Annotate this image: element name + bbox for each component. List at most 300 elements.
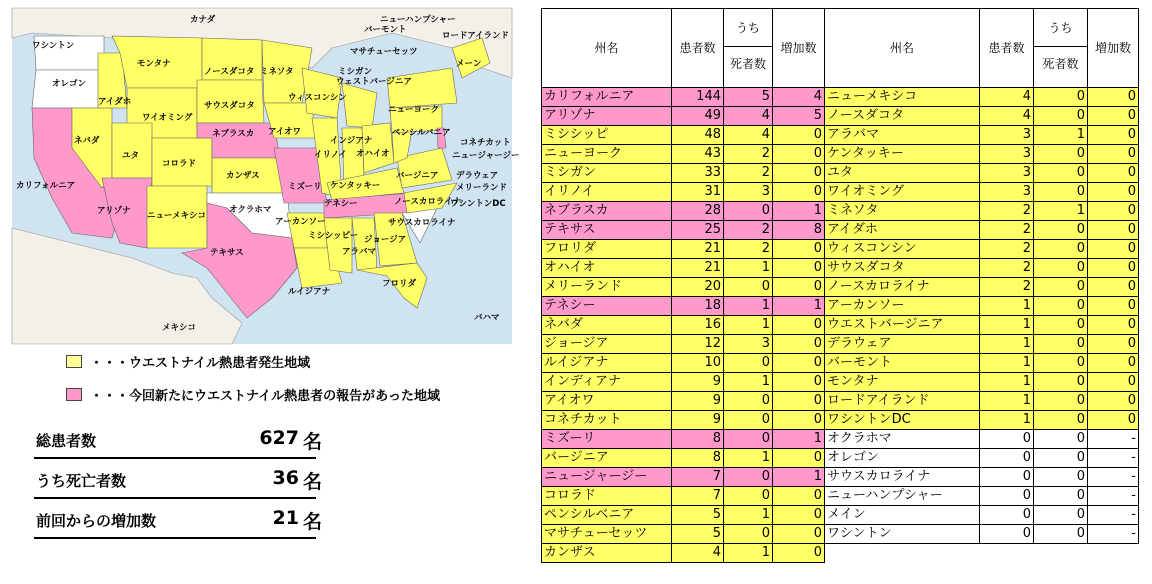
cell-patients: 31 [672,183,724,202]
cell-increase: 0 [1088,164,1139,183]
map-label-new-york: ニューヨーク [388,105,440,115]
header-deaths-divider [724,46,772,47]
cell-patients: 0 [980,430,1034,449]
cell-patients: 5 [672,525,724,544]
map-label-alabama: アラバマ [342,247,377,257]
cell-patients: 1 [980,373,1034,392]
cell-deaths: 0 [1034,88,1088,107]
cell-state: ルイジアナ [542,354,672,373]
table-row [542,221,825,240]
cases-table-right [824,8,1139,544]
map-label-new-mexico: ニューメキシコ [147,211,206,221]
cell-deaths: 0 [1034,221,1088,240]
cell-patients: 7 [672,468,724,487]
table-row [542,316,825,335]
cell-increase: 0 [773,373,825,392]
cell-increase: 0 [1088,335,1139,354]
cell-state: ニューメキシコ [825,88,980,107]
cell-deaths: 0 [1034,297,1088,316]
table-row [825,297,1139,316]
cell-deaths: 2 [724,145,773,164]
table-row [825,240,1139,259]
cell-patients: 0 [980,449,1034,468]
table-left-body [542,88,825,563]
cell-deaths: 0 [1034,468,1088,487]
cell-increase: 0 [1088,354,1139,373]
cell-state: コロラド [542,487,672,506]
cell-deaths: 1 [724,297,773,316]
header-increase: 増加数 [1088,9,1139,88]
cell-state: カンザス [542,544,672,563]
cell-patients: 1 [980,316,1034,335]
cell-state: ミシシッピ [542,126,672,145]
cell-state: ペンシルベニア [542,506,672,525]
table-row [825,392,1139,411]
map-label-tennessee: テネシー [324,199,358,209]
cell-deaths: 0 [724,202,773,221]
cell-state: ケンタッキー [825,145,980,164]
table-row [542,164,825,183]
map-label-california: カリフォルニア [16,181,76,191]
cell-patients: 0 [980,468,1034,487]
map-label-nebraska: ネブラスカ [212,129,255,139]
cell-increase: - [1088,449,1139,468]
map-label-kentucky: ケンタッキー [330,181,381,191]
cell-patients: 3 [980,126,1034,145]
cell-deaths: 4 [724,126,773,145]
header-increase: 増加数 [773,9,825,88]
summary-deaths [34,461,323,499]
cell-increase: 0 [773,278,825,297]
cell-increase: - [1088,487,1139,506]
cell-increase: - [1088,468,1139,487]
map-label-ohio: オハイオ [356,149,390,159]
cell-deaths: 1 [724,544,773,563]
cell-deaths: 0 [1034,392,1088,411]
table-row [825,373,1139,392]
table-row [542,126,825,145]
cell-state: オハイオ [542,259,672,278]
cell-patients: 4 [980,107,1034,126]
cell-state: デラウェア [825,335,980,354]
cell-deaths: 0 [1034,487,1088,506]
summary-increase-value: 21 [272,507,299,529]
cell-state: ワシントンDC [825,411,980,430]
cell-deaths: 3 [724,183,773,202]
cell-state: ノースダコタ [825,107,980,126]
cell-state: サウスカロライナ [825,468,980,487]
cell-patients: 0 [980,525,1034,544]
cell-patients: 0 [980,506,1034,525]
table-row [542,525,825,544]
map-label-michigan: ミシガン [338,67,373,77]
header-deaths-top: うち [1048,21,1073,35]
map-label-iowa: アイオワ [268,127,301,137]
cell-deaths: 0 [724,487,773,506]
cell-patients: 2 [980,202,1034,221]
cell-state: ウエストバージニア [825,316,980,335]
map-label-north-dakota: ノースダコタ [204,67,255,77]
cell-state: アーカンソー [825,297,980,316]
cell-increase: 0 [773,411,825,430]
cell-increase: 0 [1088,183,1139,202]
cell-increase: 0 [773,126,825,145]
cell-increase: 0 [773,240,825,259]
header-deaths-bottom: 死者数 [729,57,766,71]
cell-increase: 0 [773,449,825,468]
table-row [542,544,825,563]
cell-state: ニューヨーク [542,145,672,164]
map-label-connecticut: コネチカット [460,138,511,148]
cell-patients: 3 [980,145,1034,164]
table-row [825,468,1139,487]
map-label-idaho: アイダホ [98,97,132,107]
cell-deaths: 2 [724,221,773,240]
summary-deaths-unit: 名 [303,471,323,493]
cell-patients: 8 [672,449,724,468]
table-row [542,202,825,221]
cell-increase: 8 [773,221,825,240]
map-label-vermont: バーモント [364,25,407,35]
cell-deaths: 0 [1034,373,1088,392]
cell-deaths: 0 [724,468,773,487]
map-label-rhode-island: ロードアイランド [442,31,509,41]
table-row [542,259,825,278]
map-label-utah: ユタ [122,151,140,161]
cell-patients: 1 [980,297,1034,316]
map-label-south-dakota: サウスダコタ [204,101,255,111]
cell-deaths: 1 [724,449,773,468]
cell-patients: 18 [672,297,724,316]
map-label-arizona: アリゾナ [97,206,131,216]
cell-patients: 9 [672,392,724,411]
cell-increase: 0 [1088,316,1139,335]
cell-deaths: 0 [724,411,773,430]
table-row [825,183,1139,202]
cell-deaths: 0 [1034,525,1088,544]
cell-state: バージニア [542,449,672,468]
map-label-wyoming: ワイオミング [142,113,193,123]
cell-state: ワシントン [825,525,980,544]
cell-state: テネシー [542,297,672,316]
cell-increase: 0 [1088,202,1139,221]
cell-deaths: 0 [1034,335,1088,354]
cell-deaths: 0 [724,354,773,373]
table-row [825,221,1139,240]
cell-state: ミネソタ [825,202,980,221]
cell-deaths: 0 [1034,354,1088,373]
cell-deaths: 1 [1034,126,1088,145]
cell-deaths: 0 [1034,164,1088,183]
table-row [542,354,825,373]
cell-deaths: 0 [1034,449,1088,468]
cell-deaths: 1 [724,259,773,278]
cell-state: オクラホマ [825,430,980,449]
map-label-arkansas: アーカンソー [275,217,326,227]
table-row [542,411,825,430]
cell-increase: 0 [1088,145,1139,164]
cell-increase: 0 [773,354,825,373]
map-label-new-hampshire: ニューハンプシャー [380,15,456,25]
cell-patients: 4 [672,544,724,563]
summary-increase [34,501,323,539]
cell-patients: 12 [672,335,724,354]
cell-deaths: 0 [1034,145,1088,164]
table-row [825,164,1139,183]
table-row [825,202,1139,221]
summary-total-value: 627 [259,427,299,449]
cell-state: イリノイ [542,183,672,202]
table-row [542,107,825,126]
cell-patients: 2 [980,221,1034,240]
cell-state: ワイオミング [825,183,980,202]
cell-patients: 33 [672,164,724,183]
map-label-mexico: メキシコ [162,323,196,333]
cell-increase: 0 [773,164,825,183]
cell-deaths: 0 [1034,183,1088,202]
map-label-illinois: イリノイ [314,150,347,160]
header-patients: 患者数 [980,9,1034,88]
legend-yellow-swatch [66,355,82,368]
cell-increase: 0 [1088,297,1139,316]
cell-increase: 0 [773,316,825,335]
map-label-delaware: デラウェア [456,171,499,181]
table-row [825,316,1139,335]
cell-deaths: 4 [724,107,773,126]
map-label-indiana: インジアナ [330,136,373,146]
map-label-bahamas: バハマ [474,313,500,323]
table-header-row [542,9,825,88]
legend-pink-swatch [66,388,82,401]
cell-patients: 21 [672,259,724,278]
table-row [825,430,1139,449]
table-row [542,335,825,354]
cell-increase: 1 [773,202,825,221]
cell-deaths: 1 [1034,202,1088,221]
header-state: 州名 [542,9,672,88]
cell-deaths: 0 [724,392,773,411]
cell-state: インディアナ [542,373,672,392]
cell-deaths: 0 [724,430,773,449]
cell-increase: 1 [773,430,825,449]
cell-state: ジョージア [542,335,672,354]
map-label-washington: ワシントン [32,41,75,51]
cell-increase: 5 [773,107,825,126]
header-state: 州名 [825,9,980,88]
cell-state: ロードアイランド [825,392,980,411]
map-label-north-carolina: ノースカロライナ [394,197,462,207]
cell-increase: 0 [1088,392,1139,411]
cell-increase: 0 [1088,240,1139,259]
cell-increase: 0 [773,525,825,544]
table-row [542,468,825,487]
cell-patients: 1 [980,335,1034,354]
table-right-body [825,88,1139,544]
cell-patients: 10 [672,354,724,373]
cell-deaths: 0 [1034,506,1088,525]
cell-state: フロリダ [542,240,672,259]
legend-yellow-label: ・・・ウエストナイル熱患者発生地域 [90,355,311,371]
cell-state: サウスダコタ [825,259,980,278]
cell-state: ウィスコンシン [825,240,980,259]
cell-increase: 0 [1088,221,1139,240]
cell-deaths: 0 [1034,107,1088,126]
cell-deaths: 5 [724,88,773,107]
cell-patients: 2 [980,259,1034,278]
cell-increase: 4 [773,88,825,107]
cell-state: ニュージャージー [542,468,672,487]
cell-state: メイン [825,506,980,525]
cell-increase: 0 [1088,107,1139,126]
table-row [825,506,1139,525]
legend-pink [66,385,440,403]
cell-deaths: 1 [724,316,773,335]
table-row [825,126,1139,145]
table-row [825,335,1139,354]
cell-patients: 25 [672,221,724,240]
summary-total-unit: 名 [303,431,323,453]
summary-total [34,421,323,459]
cell-state: アイダホ [825,221,980,240]
table-row [542,392,825,411]
cell-patients: 9 [672,411,724,430]
map-label-maine: メーン [456,59,482,69]
summary-total-label: 総患者数 [36,432,97,450]
cell-deaths: 0 [1034,316,1088,335]
cell-increase: 0 [1088,278,1139,297]
map-label-louisiana: ルイジアナ [288,287,331,297]
table-row [825,449,1139,468]
table-row [542,506,825,525]
table-row [542,373,825,392]
cell-deaths: 0 [1034,411,1088,430]
cell-deaths: 0 [1034,430,1088,449]
cell-increase: - [1088,506,1139,525]
cell-deaths: 1 [724,373,773,392]
cell-patients: 16 [672,316,724,335]
cell-state: ネバダ [542,316,672,335]
cell-increase: 0 [1088,259,1139,278]
cell-state: ニューハンプシャー [825,487,980,506]
cell-increase: 0 [1088,373,1139,392]
cell-deaths: 3 [724,335,773,354]
cell-state: テキサス [542,221,672,240]
cell-state: マサチューセッツ [542,525,672,544]
map-label-pennsylvania: ペンシルバニア [392,128,451,138]
map-label-texas: テキサス [210,248,244,258]
cell-patients: 0 [980,487,1034,506]
cell-state: カリフォルニア [542,88,672,107]
header-deaths-bottom: 死者数 [1042,57,1079,71]
map-label-massachusetts: マサチューセッツ [350,47,418,57]
cell-patients: 43 [672,145,724,164]
cell-increase: 0 [773,392,825,411]
header-deaths [1034,9,1088,88]
cell-increase: 0 [773,544,825,563]
cell-state: モンタナ [825,373,980,392]
cell-patients: 144 [672,88,724,107]
table-row [825,107,1139,126]
table-row [825,525,1139,544]
summary-increase-unit: 名 [303,511,323,533]
map-label-florida: フロリダ [382,279,417,289]
map-label-missouri: ミズーリ [288,182,322,192]
table-row [542,449,825,468]
table-row [542,88,825,107]
map-label-canada: カナダ [190,15,216,25]
legend-yellow [66,352,310,370]
cell-state: コネチカット [542,411,672,430]
cell-increase: 0 [773,183,825,202]
map-label-oklahoma: オクラホマ [229,205,272,215]
cell-patients: 5 [672,506,724,525]
cell-state: ネブラスカ [542,202,672,221]
summary-deaths-value: 36 [272,467,299,489]
cell-deaths: 1 [724,506,773,525]
header-deaths-top: うち [735,21,760,35]
summary-increase-label: 前回からの増加数 [36,512,157,530]
table-row [542,487,825,506]
cell-state: バーモント [825,354,980,373]
table-row [542,145,825,164]
cell-deaths: 0 [1034,278,1088,297]
header-patients: 患者数 [672,9,724,88]
cell-patients: 21 [672,240,724,259]
table-row [542,240,825,259]
cell-deaths: 2 [724,164,773,183]
map-label-virginia: バージニア [396,171,439,181]
cell-increase: 0 [1088,411,1139,430]
cell-increase: 1 [773,468,825,487]
map-oregon [32,70,100,108]
cell-deaths: 0 [724,525,773,544]
map-label-wisconsin: ウィスコンシン [288,93,347,103]
table-row [542,278,825,297]
cell-increase: 0 [773,506,825,525]
table-row [542,183,825,202]
map-label-new-jersey: ニュージャージー [452,151,520,161]
cell-state: ミズーリ [542,430,672,449]
map-label-west-virginia: ウェストバージニア [336,77,412,87]
table-row [542,430,825,449]
cell-deaths: 2 [724,240,773,259]
map-label-minnesota: ミネソタ [260,67,294,77]
table-row [825,259,1139,278]
cell-state: アリゾナ [542,107,672,126]
cell-patients: 9 [672,373,724,392]
summary-deaths-label: うち死亡者数 [36,472,127,490]
map-label-maryland: メリーランド [456,183,508,193]
cell-state: ノースカロライナ [825,278,980,297]
cell-increase: 0 [773,335,825,354]
map-label-kansas: カンザス [226,171,260,181]
table-row [825,278,1139,297]
map-label-colorado: コロラド [162,159,197,169]
map-label-mississippi: ミシシッピー [308,231,359,241]
map-label-washington-dc: ワシントンDC [450,199,506,209]
table-header-row [825,9,1139,88]
cell-patients: 28 [672,202,724,221]
cell-patients: 8 [672,430,724,449]
cell-state: アイオワ [542,392,672,411]
cell-state: アラバマ [825,126,980,145]
cell-patients: 7 [672,487,724,506]
cell-patients: 3 [980,183,1034,202]
cell-patients: 20 [672,278,724,297]
cell-state: ミシガン [542,164,672,183]
cell-patients: 3 [980,164,1034,183]
cell-patients: 48 [672,126,724,145]
